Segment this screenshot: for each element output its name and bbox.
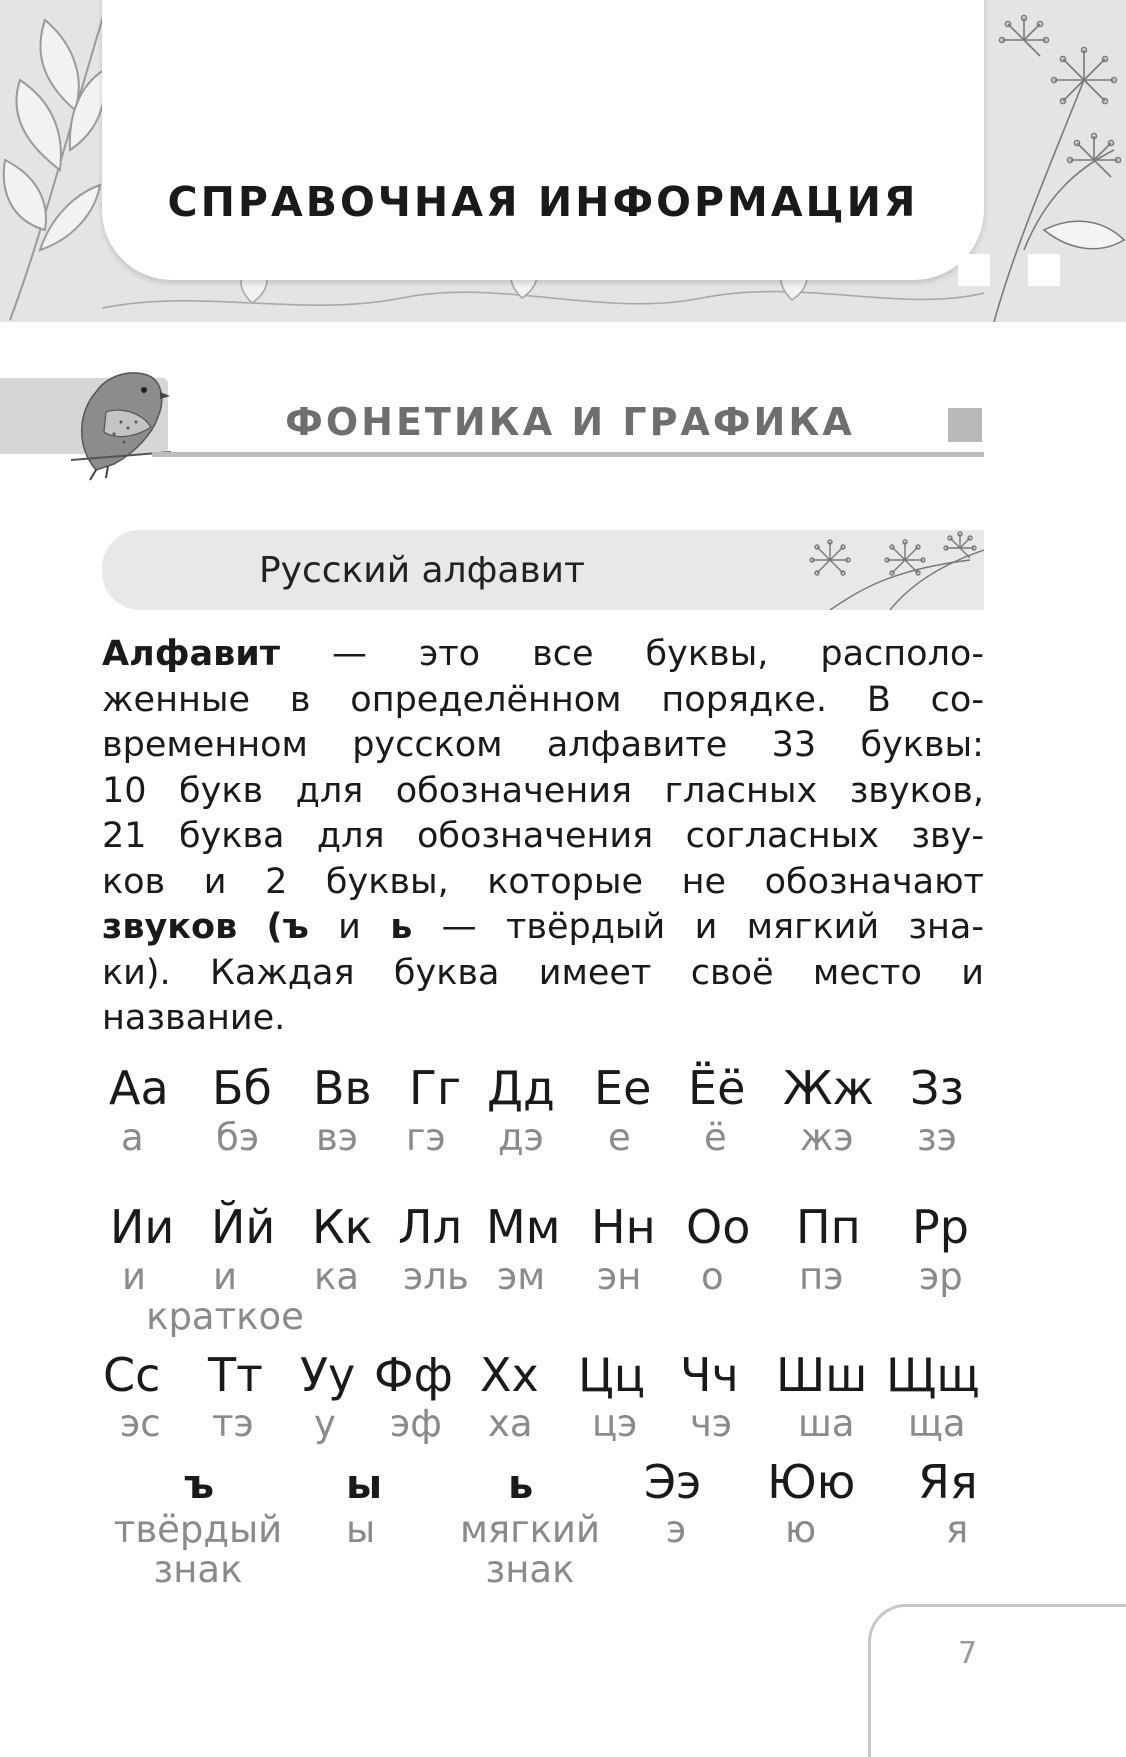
alphabet-letter: Мм [486, 1200, 561, 1254]
header-square [958, 254, 990, 286]
header-square [1028, 254, 1060, 286]
letter-name: эн [597, 1255, 642, 1298]
letter-name: ха [488, 1402, 533, 1445]
letter-name: и краткое [146, 1255, 304, 1338]
alphabet-letter: Сс [103, 1348, 161, 1402]
alphabet-letter: Чч [680, 1348, 739, 1402]
subsection-title: Русский алфавит [258, 550, 586, 591]
alphabet-letter: Жж [783, 1061, 874, 1115]
header-card [102, 0, 984, 280]
alphabet-letter: Яя [918, 1455, 978, 1509]
alphabet-letter: Ёё [688, 1061, 746, 1115]
letter-name: чэ [690, 1402, 733, 1445]
page-number: 7 [958, 1636, 978, 1671]
letter-name: тэ [212, 1402, 254, 1445]
dandelion-pattern-icon [770, 530, 984, 610]
text-line: звуков (ъ и ь — твёрдый и мягкий зна- [102, 907, 984, 947]
letter-name: эль [403, 1255, 469, 1298]
section-square [948, 408, 982, 442]
letter-name: а [121, 1116, 144, 1159]
letter-name: э [666, 1508, 687, 1551]
alphabet-letter: Ии [110, 1200, 175, 1254]
letter-name: ю [785, 1508, 817, 1551]
letter-name: зэ [917, 1116, 957, 1159]
text-line: название. [102, 998, 286, 1038]
alphabet-letter: Ее [594, 1061, 652, 1115]
letter-name: эс [120, 1402, 161, 1445]
alphabet-letter: Тт [208, 1348, 263, 1402]
alphabet-letter: Нн [591, 1200, 656, 1254]
leaf-pattern-icon [0, 0, 110, 322]
alphabet-letter: Шш [776, 1348, 868, 1402]
letter-name: цэ [592, 1402, 638, 1445]
letter-name: пэ [799, 1255, 844, 1298]
header-title: СПРАВОЧНАЯ ИНФОРМАЦИЯ [167, 178, 919, 226]
alphabet-letter: ы [346, 1462, 383, 1508]
text-line: Алфавит — это все буквы, располо- [102, 632, 984, 678]
alphabet-letter: Юю [767, 1455, 856, 1509]
text-line: временном русском алфавите 33 буквы: [102, 725, 984, 765]
text-line: 21 буква для обозначения согласных зву- [102, 816, 984, 856]
alphabet-letter: Рр [912, 1200, 969, 1254]
alphabet-letter: ъ [184, 1462, 215, 1508]
letter-name: вэ [316, 1116, 359, 1159]
alphabet-letter: ь [508, 1462, 534, 1508]
letter-name: эф [390, 1402, 442, 1445]
text-line: ки). Каждая буква имеет своё место и [102, 952, 984, 993]
alphabet-letter: Йй [211, 1200, 276, 1254]
section-underline [152, 452, 984, 457]
letter-name: бэ [216, 1116, 260, 1159]
alphabet-letter: Дд [487, 1061, 555, 1115]
page-number-box [868, 1604, 1126, 1757]
term-bold: Алфавит [102, 634, 281, 674]
definition-paragraph [102, 632, 984, 1042]
alphabet-letter: Фф [374, 1348, 453, 1402]
alphabet-letter: Хх [480, 1348, 539, 1402]
letter-name: дэ [498, 1116, 544, 1159]
alphabet-letter: Зз [910, 1061, 964, 1115]
alphabet-letter: Уу [300, 1348, 356, 1402]
text-line: женные в определённом порядке. В со- [102, 679, 984, 720]
letter-name: твёрдый знак [113, 1508, 283, 1591]
alphabet-letter: Щщ [886, 1348, 980, 1402]
alphabet-letter: Вв [313, 1061, 372, 1115]
bird-illustration-icon [66, 352, 176, 482]
letter-name: у [314, 1402, 336, 1445]
letter-name: эр [919, 1255, 963, 1298]
alphabet-letter: Аа [109, 1061, 169, 1115]
letter-name: о [701, 1255, 724, 1298]
text-line: 10 букв для обозначения гласных звуков, [102, 770, 984, 811]
alphabet-letter: Бб [212, 1061, 272, 1115]
alphabet-letter: Лл [398, 1200, 462, 1254]
letter-name: ё [704, 1116, 727, 1159]
letter-name: я [946, 1508, 969, 1551]
letter-name: ы [346, 1508, 376, 1551]
alphabet-letter: Цц [578, 1348, 646, 1402]
alphabet-letter: Пп [796, 1200, 861, 1254]
alphabet-letter: Оо [686, 1200, 751, 1254]
letter-name: ша [798, 1402, 855, 1445]
alphabet-letter: Гг [409, 1061, 462, 1115]
letter-name: ка [314, 1255, 360, 1298]
letter-name: гэ [406, 1116, 446, 1159]
alphabet-letter: Ээ [644, 1455, 702, 1509]
letter-name: мягкий знак [459, 1508, 601, 1591]
letter-name: е [608, 1116, 631, 1159]
letter-name: и [122, 1255, 147, 1298]
letter-name: ща [908, 1402, 966, 1445]
letter-name: жэ [800, 1116, 854, 1159]
section-title: ФОНЕТИКА И ГРАФИКА [285, 400, 855, 444]
text-line: ков и 2 буквы, которые не обозначают [102, 861, 984, 902]
letter-name: эм [497, 1255, 546, 1298]
alphabet-letter: Кк [312, 1200, 373, 1254]
